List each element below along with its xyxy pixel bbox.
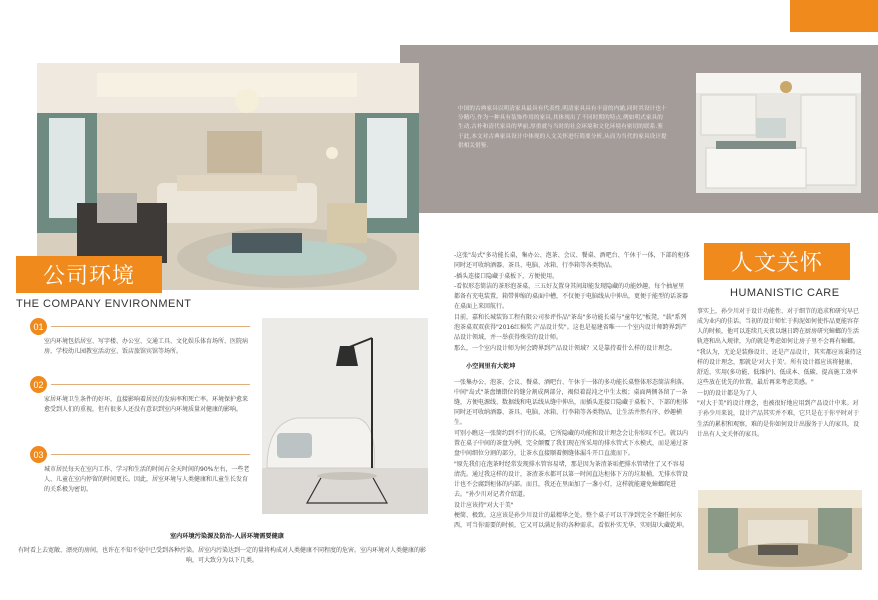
company-environment-title — [16, 256, 162, 293]
paragraph: 目前，嘉和长城装饰工程有限公司参评作品"茶岛"多功能长桌与"童年忆"板凳，"载"系列泡茶桌双双获得"2016红棉奖 产品设计奖"。这也是福建省唯一一个室内设计师跨界到产品设计领域，并一举获得殊荣的设计师。 — [454, 314, 687, 342]
band-paragraph: 中国的古典家具以明清家具最具有代表性,明清家具具有丰富的内涵,同时其设计也十分精巧,作为一种具有装饰作用的家具,其体现出了不同时期的特点,例如明式家具的生动,古朴和清代家具的华丽,厚重就与当时的社会环境和文化环境有密切的联系.鉴于此,本文对古典家具设计中体现的人文关怀进行简要分析,从而为当代的家具设计提供相关借鉴. — [458, 106, 667, 149]
company-environment-title-text: 公司环境 — [42, 264, 135, 289]
bottom-paragraph: 有时看上去宽敞、漂亮的房间，也许在不知不觉中已受到各种污染。居室内污染达到一定的量将构成对人类健康不同程度的危害。室内环境对人类健康的影响，可大致分为以下几类。 — [17, 547, 426, 565]
humanistic-care-title — [704, 243, 850, 280]
divider — [51, 454, 250, 455]
paragraph: 一张集办公、泡茶、会议、餐桌、酒吧台、午休于一体的多功能长桌整体形态简洁利落。中间"岛式"茶盘镶错位的缝分割成两部分，褐似着混沌之中生太极；桌面两侧各留了一条缝，方便电源线、数据线和电话线从缝中伸出，而插头连接口隐藏于桌板下，下部的柜体同时还可收纳酒器、茶具、电脑、冰箱、行李箱等各类物品，让生活井然有序、妙趣横生。 — [454, 379, 689, 427]
list-item-text: 城市居民每天在室内工作、学习和生活的时间占全天时间的90%左右，一些老人、儿童在室内停留的时间更长。因此，居室环境与人类健康和儿童生长发育的关系极为密切。 — [44, 466, 250, 494]
divider — [51, 326, 250, 327]
paragraph: 梗简、极致。这应该是孙少川设计的最精华之处。整个桌子可以干净到完全不翻任何东西，可当你需要的时候，它又可以满足你的各种需求。看似朴实无华，实则却大藏乾坤。 — [454, 512, 689, 530]
top-right-accent-tab — [790, 0, 878, 32]
paragraph: 一切的设计都是为了人 — [697, 389, 758, 397]
divider — [51, 384, 250, 385]
section-heading: 室内环境污染源及防治-人居环境需要健康 — [170, 533, 284, 540]
paragraph: -看似形态简洁的茶形泡茶桌，三五好友置身其间却能发现隐藏的功能妙趣，每个抽屉里都备有充电装置，箱带伸缩的桌面中槽，不仅便于电脑线从中伸出，更便于能型的话茶器在桌面上来回航行。 — [454, 283, 689, 311]
kitchen-photo — [696, 73, 861, 193]
right-column — [697, 307, 862, 440]
paragraph: "对大于美"的设计理念，也被很好地应用到产品设计中来。对于孙少川来说，设计产品其实并不难，它只是在于你平时对于生活的累积和观察，难的是你如何设计出服务于人的家具，设计出有人文关怀的家具。 — [697, 400, 860, 438]
list-item — [30, 376, 250, 415]
paragraph: "原先我们在泡茶时经常发现排水管容易堵，那是因为茶渣茶垢把排水管堵住了又不容易清洗。通过我这样的设计，茶渣茶水都可以第一时间直达柜体下方的垃圾桶，无排水管设计也不会腐到柜体的内部。而且，我还在里面加了一盏小灯，这样就能避免蟑螂爬进去。"孙少川对记者介绍道。 — [454, 460, 689, 499]
bedroom-photo — [698, 490, 862, 570]
paragraph: -插头连接口隐藏于桌板下，方便使用。 — [454, 272, 559, 280]
item-number-badge: 02 — [30, 376, 47, 393]
middle-column — [454, 251, 690, 532]
subheading: 小空间里有大乾坤 — [466, 362, 516, 370]
paragraph: 设计应该持"对大于美" — [454, 501, 514, 509]
list-item-text: 室内环境包括居室、写字楼、办公室、交通工具、文化娱乐体育场所、医院病房、学校幼儿园教室活动室、饭店旅馆宾馆等场所。 — [44, 338, 249, 356]
paragraph: "我认为，无论是装修设计、还是产品设计，其实都应该秉持这样的设计理念，那就是'对大于美'。所有设计都应该将健康、舒适、实用(多功能、低维护)、低成本、低碳、提高施工效率这些放在优先的位置，最后再来考虑美感。" — [697, 348, 862, 387]
paragraph: 事实上，孙少川对于设计功能性、对于细节的追求和研究早已成为业内的佳话。当初的设计师忙于拘泥如何使作品更能容存人的时候，他可以连续几天夜以继日跨在厨房研究蟑螂的生活轨迹和出入规律，为的就是考虑如何让房子里不会再有蟑螂。 — [697, 308, 860, 346]
list-item — [30, 318, 250, 357]
list-item — [30, 446, 250, 496]
company-environment-subtitle: THE COMPANY ENVIRONMENT — [16, 298, 192, 310]
list-item-text: 家居环境卫生条件的好坏，直接影响着居民的发病率和死亡率。环境保护愈来愈受到人们的重视，但有很多人还没有意识到室内环境质量对健康的影响。 — [44, 396, 249, 414]
paragraph: 可别小瞧这一张简约到不行的长桌，它所隐藏的功能和设计理念会让你惊叹不已。就以内置在桌子中间的茶盘为例，完全颠覆了我们现在所采用的排水管式下水模式，而是通过茶盘中间细位分割的部分，让茶水直接顺着侧缝体漏斗开口直流而下。 — [454, 430, 689, 458]
humanistic-care-subtitle: HUMANISTIC CARE — [730, 287, 840, 299]
item-number-badge: 01 — [30, 318, 47, 335]
paragraph: 那么，一个室内设计师为何会跨界到产品设计领域？又是靠持着什么样的设计理念。 — [454, 344, 677, 352]
paragraph: -这张"岛式"多功能长桌，集办公、泡茶、会议、餐桌、酒吧台、午休于一体，下部的柜体同时还可收纳酒器、茶具、电脑、冰箱、行李箱等各类物品。 — [454, 252, 690, 270]
humanistic-care-title-text: 人文关怀 — [730, 251, 823, 276]
lounge-chair-photo — [262, 318, 428, 514]
item-number-badge: 03 — [30, 446, 47, 463]
